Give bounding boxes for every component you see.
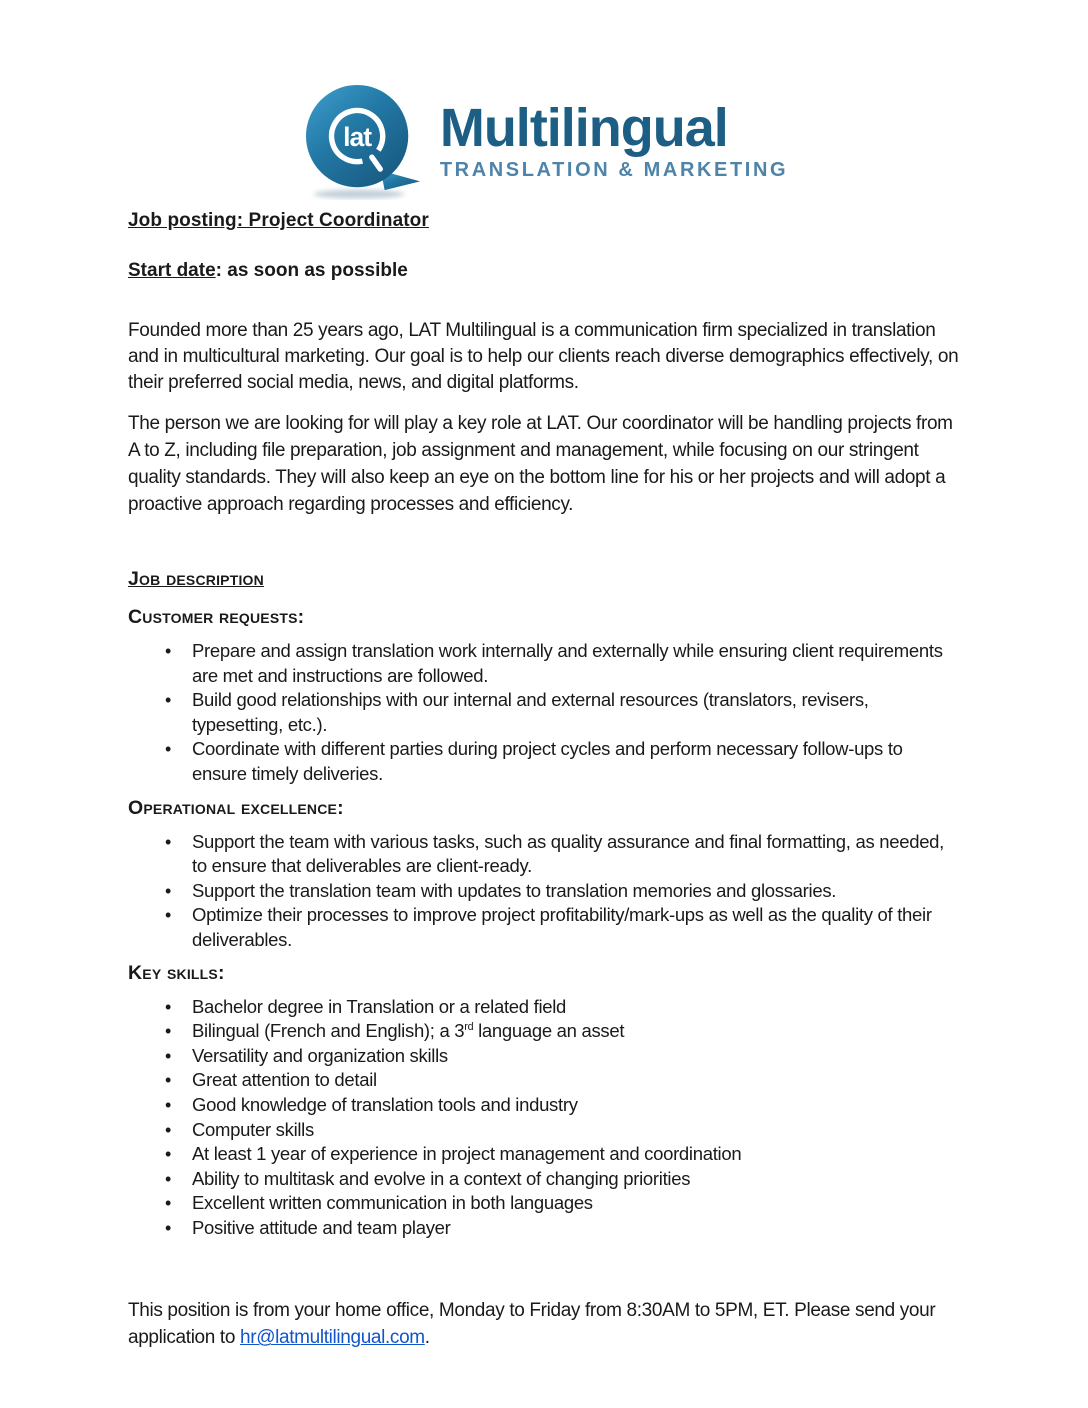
list-item: • Versatility and organization skills: [192, 1044, 962, 1069]
job-description-heading: Job description: [128, 568, 264, 590]
list-item: • Bachelor degree in Translation or a related field: [192, 995, 962, 1020]
logo-wordmark: [439, 97, 789, 183]
key-skills-heading: Key skills:: [128, 961, 225, 984]
logo-speech-bubble-icon: [300, 82, 428, 200]
key-skills-list: [128, 995, 962, 1241]
list-item: • Support the team with various tasks, such as quality assurance and final formatting, as needed, to ensure that deliverables are client-ready.: [192, 830, 962, 879]
company-logo: [0, 0, 1088, 200]
footer-text-after-link: .: [424, 1327, 430, 1349]
intro-paragraph-2: The person we are looking for will play a key role at LAT. Our coordinator will be handling projects from A to Z, including file preparation, job assignment and management, while focusing on our stringent quality standards. They will also keep an eye on the bottom line for his or her projects and will adopt a proactive approach regarding processes and efficiency.: [128, 413, 953, 515]
list-item: • Support the translation team with updates to translation memories and glossaries.: [192, 879, 962, 904]
start-date-line: [128, 260, 962, 282]
list-item: • At least 1 year of experience in project management and coordination: [192, 1142, 962, 1167]
list-item: • Optimize their processes to improve project profitability/mark-ups as well as the quality of their deliverables.: [192, 903, 962, 952]
list-item: • Computer skills: [192, 1118, 962, 1143]
logo-shadow: [314, 190, 404, 199]
page-title: Job posting: Project Coordinator: [128, 210, 429, 231]
list-item: [192, 1019, 962, 1044]
list-item: • Good knowledge of translation tools and industry: [192, 1093, 962, 1118]
footer-text-before-link: This position is from your home office, Monday to Friday from 8:30AM to 5PM, ET. Please send your application to: [128, 1300, 936, 1349]
ordinal-superscript: rd: [464, 1020, 474, 1033]
list-item: • Coordinate with different parties during project cycles and perform necessary follow-ups to ensure timely deliveries.: [192, 737, 962, 786]
application-email-link[interactable]: hr@latmultilingual.com: [240, 1327, 425, 1349]
list-item: • Ability to multitask and evolve in a context of changing priorities: [192, 1167, 962, 1192]
list-item: • Positive attitude and team player: [192, 1216, 962, 1241]
list-item: • Prepare and assign translation work internally and externally while ensuring client requirements are met and instructions are followed.: [192, 639, 962, 688]
operational-excellence-list: [128, 830, 962, 953]
logo-tagline: TRANSLATION & MARKETING: [439, 159, 789, 182]
intro-paragraph-1: Founded more than 25 years ago, LAT Multilingual is a communication firm specialized in translation and in multicultural marketing. Our goal is to help our clients reach diverse demographics effectively, on their preferred social media, news, and digital platforms.: [128, 320, 959, 393]
application-instructions: [128, 1297, 962, 1351]
customer-requests-list: [128, 639, 962, 787]
skill-text-before-superscript: Bilingual (French and English); a 3: [192, 1020, 465, 1042]
list-item: • Great attention to detail: [192, 1068, 962, 1093]
logo-bubble-text: lat: [342, 122, 371, 153]
start-date-value: : as soon as possible: [215, 260, 408, 281]
customer-requests-heading: Customer requests:: [128, 606, 305, 628]
list-item: • Excellent written communication in both languages: [192, 1191, 962, 1216]
start-date-label: Start date: [128, 260, 216, 281]
logo-brand-name: Multilingual: [439, 97, 728, 158]
skill-text-after-superscript: language an asset: [473, 1020, 625, 1042]
document-body: [0, 210, 1088, 1351]
list-item: • Build good relationships with our internal and external resources (translators, revisers, typesetting, etc.).: [192, 688, 962, 737]
operational-excellence-heading: Operational excellence:: [128, 796, 344, 819]
